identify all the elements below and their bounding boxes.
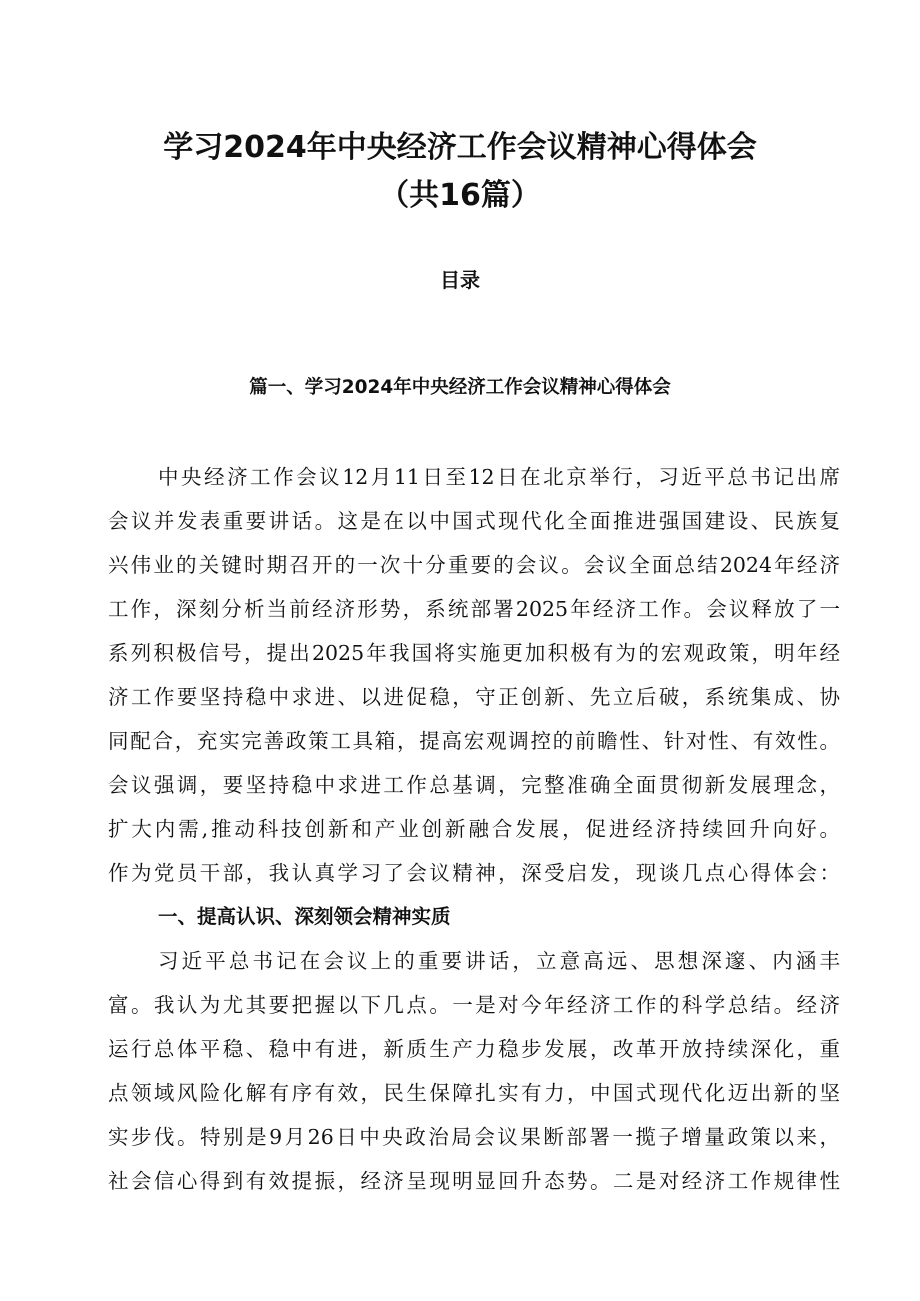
- toc-label: 目录: [440, 268, 480, 292]
- paragraph-line: 同配合，充实完善政策工具箱，提高宏观调控的前瞻性、针对性、有效性。: [108, 729, 840, 753]
- paragraph-line: 工作，深刻分析当前经济形势，系统部署2025年经济工作。会议释放了一: [108, 597, 840, 621]
- paragraph-line: 扩大内需,推动科技创新和产业创新融合发展，促进经济持续回升向好。: [108, 817, 840, 841]
- section-heading: 一、提高认识、深刻领会精神实质: [158, 905, 451, 928]
- paragraph-line: 社会信心得到有效提振，经济呈现明显回升态势。二是对经济工作规律性: [108, 1169, 840, 1193]
- paragraph-line: 济工作要坚持稳中求进、以进促稳，守正创新、先立后破，系统集成、协: [108, 685, 840, 709]
- paragraph-line: 点领域风险化解有序有效，民生保障扎实有力，中国式现代化迈出新的坚: [108, 1081, 840, 1105]
- paragraph-line: 兴伟业的关键时期召开的一次十分重要的会议。会议全面总结2024年经济: [108, 553, 840, 577]
- paragraph-line: 系列积极信号，提出2025年我国将实施更加积极有为的宏观政策，明年经: [108, 641, 840, 665]
- paragraph-line: 会议并发表重要讲话。这是在以中国式现代化全面推进强国建设、民族复: [108, 509, 840, 533]
- paragraph-line: 实步伐。特别是9月26日中央政治局会议果断部署一揽子增量政策以来，: [108, 1125, 840, 1149]
- paragraph-line: 作为党员干部，我认真学习了会议精神，深受启发，现谈几点心得体会：: [108, 861, 840, 885]
- document-title: 学习2024年中央经济工作会议精神心得体会: [163, 130, 757, 165]
- paragraph-line: 中央经济工作会议12月11日至12日在北京举行，习近平总书记出席: [158, 465, 840, 489]
- paragraph-line: 富。我认为尤其要把握以下几点。一是对今年经济工作的科学总结。经济: [108, 993, 840, 1017]
- document-subtitle-count: （共16篇）: [379, 178, 541, 213]
- paragraph-line: 会议强调，要坚持稳中求进工作总基调，完整准确全面贯彻新发展理念，: [108, 773, 840, 797]
- paragraph-line: 运行总体平稳、稳中有进，新质生产力稳步发展，改革开放持续深化，重: [108, 1037, 840, 1061]
- chapter-heading: 篇一、学习2024年中央经济工作会议精神心得体会: [249, 377, 671, 398]
- paragraph-line: 习近平总书记在会议上的重要讲话，立意高远、思想深邃、内涵丰: [158, 949, 840, 973]
